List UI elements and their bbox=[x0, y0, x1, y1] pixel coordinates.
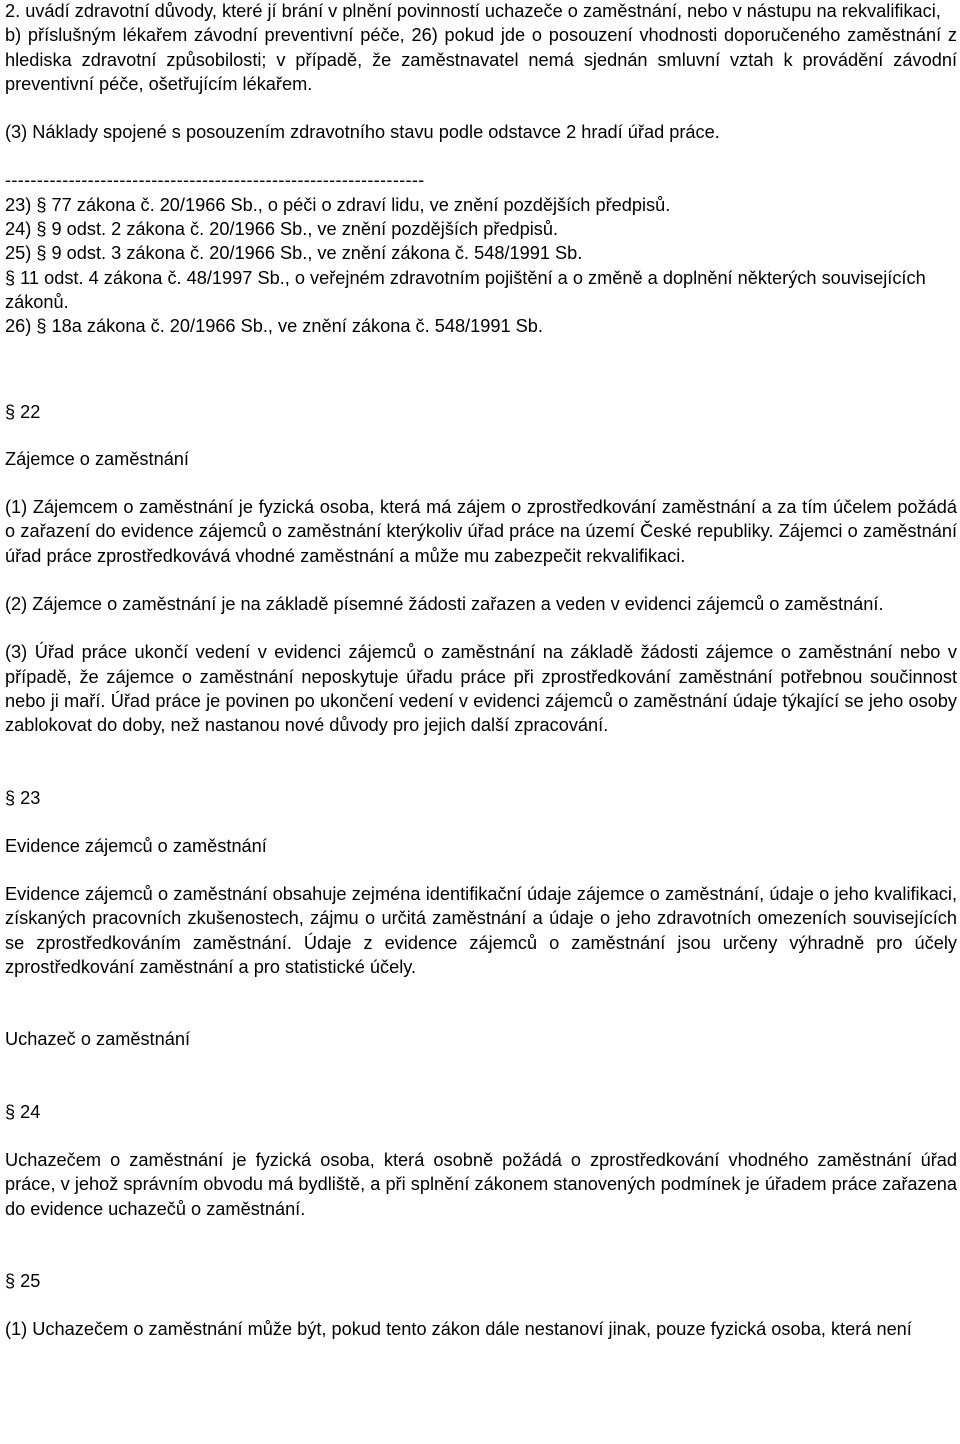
spacer bbox=[5, 471, 957, 495]
spacer bbox=[5, 568, 957, 592]
footnotes bbox=[5, 168, 957, 338]
section-23-paragraph-1: Evidence zájemců o zaměstnání obsahuje zejména identifikační údaje zájemce o zaměstnání, údaje o jeho kvalifikaci, získaných pracovních zkušenostech, zájmu o určitá zaměstnání a údaje o jeho zdravotních omezeních souvisejících se zprostředkováním zaměstnání. Údaje z evidence zájemců o zaměstnání jsou určeny výhradně pro účely zprostředkování zaměstnání a pro statistické účely. bbox=[5, 884, 957, 978]
footnote-24: 24) § 9 odst. 2 zákona č. 20/1966 Sb., ve znění pozdějších předpisů. bbox=[5, 219, 559, 240]
section-24-paragraph-1: Uchazečem o zaměstnání je fyzická osoba, která osobně požádá o zprostředkování vhodného zaměstnání úřad práce, v jehož správním obvodu má bydliště, a při splnění zákonem stanovených podmínek je úřadem práce zařazena do evidence uchazečů o zaměstnání. bbox=[5, 1149, 957, 1219]
spacer bbox=[5, 1221, 957, 1269]
footnote-23: 23) § 77 zákona č. 20/1966 Sb., o péči o zdraví lidu, ve znění pozdějších předpisů. bbox=[5, 194, 671, 215]
section-23 bbox=[5, 786, 957, 980]
section-number: § 23 bbox=[5, 787, 41, 808]
document-page bbox=[5, 0, 957, 1341]
footnote-25-cont: § 11 odst. 4 zákona č. 48/1997 Sb., o veřejném zdravotním pojištění a o změně a doplnění některých souvisejících zákonů. bbox=[5, 267, 926, 312]
section-22-paragraph-1: (1) Zájemcem o zaměstnání je fyzická osoba, která má zájem o zprostředkování zaměstnání a za tím účelem požádá o zařazení do evidence zájemců o zaměstnání kterýkoliv úřad práce na území České republiky. Zájemci o zaměstnání úřad práce zprostředkovává vhodné zaměstnání a může mu zabezpečit rekvalifikaci. bbox=[5, 497, 957, 566]
spacer bbox=[5, 1293, 957, 1317]
footnote-26: 26) § 18a zákona č. 20/1966 Sb., ve znění zákona č. 548/1991 Sb. bbox=[5, 316, 543, 337]
spacer bbox=[5, 858, 957, 882]
paragraph-3-text: (3) Náklady spojené s posouzením zdravotního stavu podle odstavce 2 hradí úřad práce. bbox=[5, 122, 720, 143]
section-22 bbox=[5, 400, 957, 738]
section-24 bbox=[5, 1100, 957, 1221]
uchazec-heading: Uchazeč o zaměstnání bbox=[5, 1029, 191, 1050]
section-25-paragraph-1: (1) Uchazečem o zaměstnání může být, pokud tento zákon dále nestanoví jinak, pouze fyzická osoba, která není bbox=[5, 1319, 912, 1340]
item-b-text: b) příslušným lékařem závodní preventivní péče, 26) pokud jde o posouzení vhodnosti doporučeného zaměstnání z hlediska zdravotní způsobilosti; v případě, že zaměstnavatel nemá sjednán smluvní vztah k provádění závodní preventivní péče, ošetřujícím lékařem. bbox=[5, 25, 957, 94]
section-number: § 24 bbox=[5, 1101, 41, 1122]
item-2-text: 2. uvádí zdravotní důvody, které jí brání v plnění povinností uchazeče o zaměstnání, nebo v nástupu na rekvalifikaci, bbox=[5, 1, 941, 21]
section-number: § 22 bbox=[5, 401, 41, 422]
spacer bbox=[5, 96, 957, 120]
spacer bbox=[5, 144, 957, 168]
spacer bbox=[5, 1052, 957, 1100]
section-number: § 25 bbox=[5, 1270, 41, 1291]
spacer bbox=[5, 1124, 957, 1148]
spacer bbox=[5, 979, 957, 1027]
section-25 bbox=[5, 1269, 957, 1342]
spacer bbox=[5, 738, 957, 786]
section-title: Zájemce o zaměstnání bbox=[5, 448, 189, 469]
footnote-25: 25) § 9 odst. 3 zákona č. 20/1966 Sb., ve znění zákona č. 548/1991 Sb. bbox=[5, 243, 583, 264]
section-22-paragraph-3: (3) Úřad práce ukončí vedení v evidenci zájemců o zaměstnání na základě žádosti zájemce o zaměstnání nebo v případě, že zájemce o zaměstnání neposkytuje úřadu práce při zprostředkování zaměstnání potřebnou součinnost nebo ji maří. Úřad práce je povinen po ukončení vedení v evidenci zájemců o zaměstnání údaje týkající se jeho osoby zablokovat do doby, než nastanou nové důvody pro jejich další zpracování. bbox=[5, 642, 957, 736]
footnote-rule: ------------------------------------------------------------------ bbox=[5, 170, 425, 191]
spacer bbox=[5, 616, 957, 640]
section-22-paragraph-2: (2) Zájemce o zaměstnání je na základě písemné žádosti zařazen a veden v evidenci zájemců o zaměstnání. bbox=[5, 594, 884, 615]
spacer bbox=[5, 424, 957, 447]
section-title: Evidence zájemců o zaměstnání bbox=[5, 835, 267, 856]
spacer bbox=[5, 339, 957, 400]
spacer bbox=[5, 810, 957, 834]
